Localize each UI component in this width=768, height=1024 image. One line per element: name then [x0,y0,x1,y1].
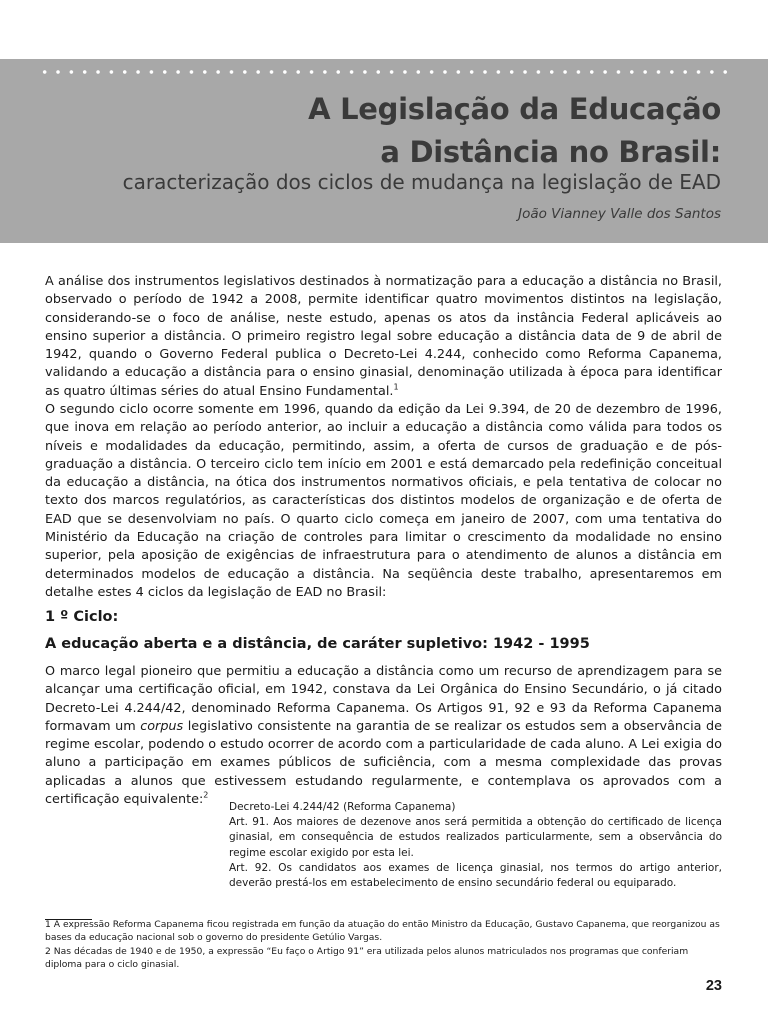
title-line-1: A Legislação da Educação [308,92,721,126]
footnote-1: 1 A expressão Reforma Capanema ficou registrada em função da atuação do então Ministro da Educação, Gustavo Capanema, que reorganizou as bases da educação nacional sob o governo do presidente Getúlio Vargas. [45,919,720,944]
quote-article-91: Art. 91. Aos maiores de dezenove anos será permitida a obtenção do certificado de licença ginasial, em consequência de estudos realizados particularmente, sem a observância do regime escolar exigido por esta lei. [229,816,722,859]
title-line-2: a Distância no Brasil: [380,135,721,169]
paragraph-intro [45,273,722,401]
author-name: João Vianney Valle dos Santos [518,206,721,222]
footnote-2: 2 Nas décadas de 1940 e de 1950, a expressão “Eu faço o Artigo 91” era utilizada pelos alunos matriculados nos programas que conferiam diploma para o ciclo ginasial. [45,945,689,970]
footnotes [45,918,723,971]
paragraph-intro-text: A análise dos instrumentos legislativos destinados à normatização para a educação a distância no Brasil, observado o período de 1942 a 2008, permite identificar quatro movimentos distintos na legislação, considerando-se o foco de análise, neste estudo, apenas os atos da instância Federal aplicáveis ao ensino superior a distância. O primeiro registro legal sobre educação a distância data de 9 de abril de 1942, quando o Governo Federal publica o Decreto-Lei 4.244, conhecido como Reforma Capanema, validando a educação a distância para o ensino ginasial, denominação utilizada à época para identificar as quatro últimas séries do atual Ensino Fundamental. [45,274,722,399]
page-number: 23 [705,978,722,994]
decorative-dot-row [38,69,732,75]
footnote-ref-1[interactable]: 1 [393,382,399,392]
paragraph-first-cycle [45,663,722,809]
quote-source: Decreto-Lei 4.244/42 (Reforma Capanema) [229,801,456,813]
page-subtitle: caracterização dos ciclos de mudança na legislação de EAD [122,170,721,194]
italic-term-corpus: corpus [140,718,184,734]
section-heading: A educação aberta e a distância, de caráter supletivo: 1942 - 1995 [45,636,590,652]
paragraph-first-cycle-text-b: legislativo consistente na garantia de se realizar os estudos sem a observância de regime escolar, podendo o estudo ocorrer de acordo com a particularidade de cada aluno. A Lei exigia do aluno a participação em exames públicos de suficiência, com a mesma complexidade das provas aplicadas a alunos que estivessem estudando regularmente, e contemplava os aprovados com a certificação equivalente: [45,718,722,808]
footnote-ref-2[interactable]: 2 [203,790,209,800]
quote-article-92: Art. 92. Os candidatos aos exames de licença ginasial, nos termos do artigo anterior, deverão prestá-los em estabelecimento de ensino secundário federal ou equiparado. [229,861,722,890]
paragraph-first-cycle-text-a: O marco legal pioneiro que permitiu a educação a distância como um recurso de aprendizagem para se alcançar uma certificação oficial, em 1942, constava da Lei Orgânica do Ensino Secundário, o já citado Decreto-Lei 4.244/42, denominado Reforma Capanema. Os Artigos 91, 92 e 93 da Reforma Capanema formavam um [45,664,722,734]
section-cycle-label: 1 º Ciclo: [45,609,119,625]
paragraph-cycles-overview: O segundo ciclo ocorre somente em 1996, quando da edição da Lei 9.394, de 20 de dezembro de 1996, que inova em relação ao período anterior, ao incluir a educação a distância como válida para todos os níveis e modalidades da educação, permitindo, assim, a oferta de cursos de graduação e de pós-graduação a distância. O terceiro ciclo tem início em 2001 e está demarcado pela redefinição conceitual da educação a distância, na ótica dos instrumentos normativos oficiais, e pela tentativa de colocar no texto dos marcos regulatórios, as características dos distintos modelos de organização e de oferta de EAD que se desenvolviam no país. O quarto ciclo começa em janeiro de 2007, com uma tentativa do Ministério da Educação na criação de controles para limitar o crescimento da modalidade no ensino superior, pela aposição de exigências de infraestrutura para o atendimento de alunos a distância em determinados modelos de educação a distância. Na seqüência deste trabalho, apresentaremos em detalhe estes 4 ciclos da legislação de EAD no Brasil: [45,402,722,600]
page-title [308,88,721,174]
block-quote-decree [229,800,722,891]
